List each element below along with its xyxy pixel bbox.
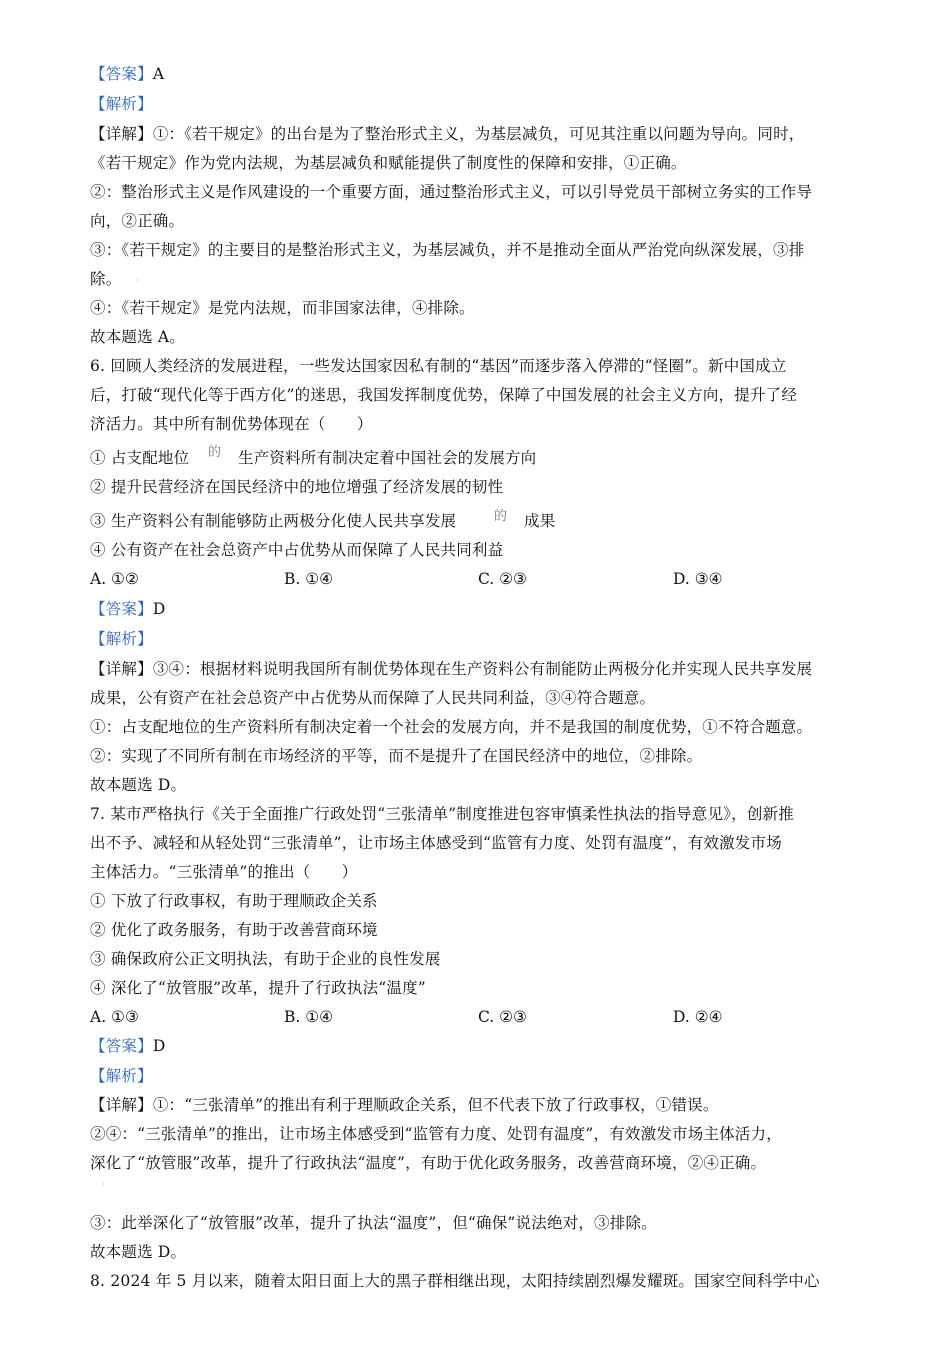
q6-item2: ② 提升民营经济在国民经济中的地位增强了经济发展的韧性: [90, 478, 504, 496]
detail-text: ①：“三张清单”的推出有利于理顺政企关系，但不代表下放了行政事权，①错误。: [152, 1096, 719, 1114]
q8-stem-line1: 8. 2024 年 5 月以来，随着太阳日面上大的黑子群相继出现，太阳持续剧烈爆发耀斑。国家空间科学中心: [90, 1272, 820, 1290]
q6-stem-line1: 6. 回顾人类经济的发展进程，一些发达国家因私有制的“基因”而逐步落入停滞的“怪圈”。新中国成立: [90, 357, 787, 375]
q7-stem-line1: 7. 某市严格执行《关于全面推广行政处罚“三张清单”制度推进包容审慎柔性执法的指导意见》，创新推: [90, 805, 794, 823]
q6-item3-mark: 的: [494, 509, 508, 524]
answer-tag: 【答案】: [90, 600, 153, 618]
q6-item1-text-b: 生产资料所有制决定着中国社会的发展方向: [238, 449, 537, 467]
q6-item1-mark: 的: [208, 445, 222, 460]
q7-item1: ① 下放了行政事权，有助于理顺政企关系: [90, 892, 378, 910]
q6-option-b: B. ①④: [284, 570, 334, 588]
q5-line3: ②：整治形式主义是作风建设的一个重要方面，通过整治形式主义，可以引导党员干部树立务实的工作导: [90, 183, 813, 201]
q7-line4: ③：此举深化了“放管服”改革，提升了执法“温度”，但“确保”说法绝对，③排除。: [90, 1214, 657, 1232]
q6-stem-line3: 济活力。其中所有制优势体现在（ ）: [90, 415, 373, 433]
q7-option-c: C. ②③: [478, 1008, 527, 1026]
q6-option-a: A. ①②: [90, 570, 139, 588]
q7-stem-line3: 主体活力。“三张清单”的推出（ ）: [90, 863, 358, 881]
q7-item3: ③ 确保政府公正文明执法，有助于企业的良性发展: [90, 950, 441, 968]
q6-item3-text-b: 成果: [524, 512, 556, 530]
stray-dot-mark: ·: [102, 1180, 105, 1189]
q6-item1-text-a: ① 占支配地位: [90, 449, 190, 467]
q7-line3: 深化了“放管服”改革，提升了行政执法“温度”，有助于优化政务服务，改善营商环境，②④正确。: [90, 1154, 767, 1172]
q6-item3-text-a: ③ 生产资料公有制能够防止两极分化使人民共享发展: [90, 512, 457, 530]
q7-item4: ④ 深化了“放管服”改革，提升了行政执法“温度”: [90, 979, 426, 997]
q5-answer-line: [90, 63, 164, 85]
detail-text: ③④：根据材料说明我国所有制优势体现在生产资料公有制能防止两极分化并实现人民共享发展: [152, 660, 813, 678]
detail-tag: 【详解】: [90, 1096, 153, 1114]
q6-option-d: D. ③④: [673, 570, 723, 588]
q7-conclusion: 故本题选 D。: [90, 1243, 187, 1261]
q7-option-d: D. ②④: [673, 1008, 723, 1026]
q6-detail-line1: [90, 658, 812, 680]
q5-detail-line1: [90, 123, 804, 145]
q5-detail-line2: 《若干规定》作为党内法规，为基层减负和赋能提供了制度性的保障和安排，①正确。: [90, 154, 687, 172]
answer-tag: 【答案】: [90, 1037, 153, 1055]
q7-line2: ②④：“三张清单”的推出，让市场主体感受到“监管有力度、处罚有温度”，有效激发市场主体活力，: [90, 1125, 782, 1143]
q6-item4: ④ 公有资产在社会总资产中占优势从而保障了人民共同利益: [90, 541, 504, 559]
q6-option-c: C. ②③: [478, 570, 527, 588]
answer-tag: 【答案】: [90, 65, 153, 83]
q7-item2: ② 优化了政务服务，有助于改善营商环境: [90, 921, 378, 939]
q5-line7: ④：《若干规定》是党内法规，而非国家法律，④排除。: [90, 299, 475, 317]
stray-dot-mark: ·: [136, 276, 139, 285]
q5-line4: 向，②正确。: [90, 212, 185, 230]
detail-tag: 【详解】: [90, 125, 153, 143]
q5-line5: ③：《若干规定》的主要目的是整治形式主义，为基层减负，并不是推动全面从严治党向纵深发展，③排: [90, 241, 805, 259]
answer-value: D: [152, 1037, 166, 1055]
q6-conclusion: 故本题选 D。: [90, 776, 187, 794]
q6-stem-line2: 后，打破“现代化等于西方化”的迷思，我国发挥制度优势，保障了中国发展的社会主义方向，提升了经: [90, 386, 798, 404]
detail-tag: 【详解】: [90, 660, 153, 678]
q6-answer-line: [90, 598, 165, 620]
q6-item1: [90, 447, 189, 469]
detail-text: ①：《若干规定》的出台是为了整治形式主义，为基层减负，可见其注重以问题为导向。同时，: [152, 125, 805, 143]
answer-value: D: [152, 600, 166, 618]
analysis-tag: 【解析】: [90, 1067, 153, 1085]
q6-detail-line2: 成果，公有资产在社会总资产中占优势从而保障了人民共同利益，③④符合题意。: [90, 689, 656, 707]
q7-option-b: B. ①④: [284, 1008, 334, 1026]
q5-conclusion: 故本题选 A。: [90, 328, 186, 346]
q5-line6: 除。: [90, 270, 122, 288]
q6-line3: ①：占支配地位的生产资料所有制决定着一个社会的发展方向，并不是我国的制度优势，①不符合题意。: [90, 718, 813, 736]
analysis-tag: 【解析】: [90, 630, 153, 648]
answer-value: A: [152, 65, 165, 83]
q7-detail-line1: [90, 1094, 719, 1116]
q7-option-a: A. ①③: [90, 1008, 139, 1026]
analysis-tag: 【解析】: [90, 95, 153, 113]
q7-answer-line: [90, 1035, 165, 1057]
q6-line4: ②：实现了不同所有制在市场经济的平等，而不是提升了在国民经济中的地位，②排除。: [90, 747, 703, 765]
q7-stem-line2: 出不予、减轻和从轻处罚“三张清单”，让市场主体感受到“监管有力度、处罚有温度”，有效激发市场: [90, 834, 782, 852]
